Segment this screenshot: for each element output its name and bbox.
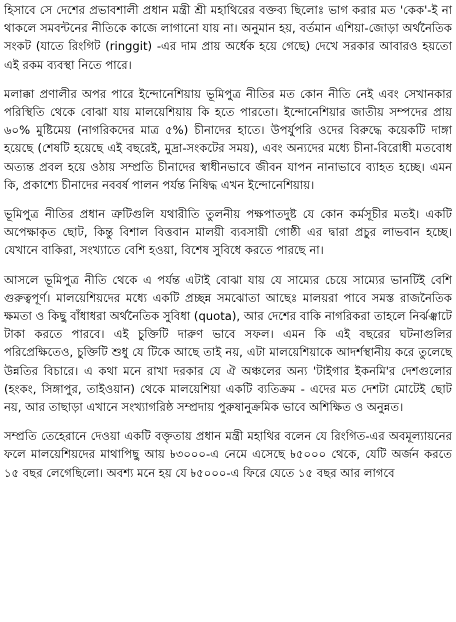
paragraph-4: আসলে ভূমিপুত্র নীতি থেকে এ পর্যন্ত এটাই বোঝা যায় যে সাম্যের চেয়ে সাম্যের ভানটিই বেশি গুরুত্বপূর্ণ। মালয়েশিয়দের মধ্যে একটি প্রচ্ছন্ন সমঝোতা আছেঃ মালয়রা পাবে সমস্ত রাজনৈতিক ক্ষমতা ও কিছু বাঁধাধরা অর্থনৈতিক সুবিধা (quota), আর দেশের বাকি নাগরিকরা তাহলে নির্ঝঞ্ঝাটে টাকা করতে পারবে। এই চুক্তিটি দারুণ ভাবে সফল। এমন কি এই বছরের ঘটনাগুলির পরিপ্রেক্ষিতেও, চুক্তিটি শুধু যে টিকে আছে তাই নয়, এটা মালয়েশিয়াকে আদর্শস্থানীয় করে তুলেছে উন্নতির বিচারে। এ কথা মনে রাখা দরকার যে ঐ অঞ্চলের অন্য 'টাইগার ইকনমি'র দেশগুলোর (হংকং, সিঙ্গাপুর, তাইওয়ান) থেকে মালয়েশিয়া একটি ব্যতিক্রম - এদের মত দেশটা মোটেই ছোট নয়, আর তাছাড়া এখানে সংখ্যাগরিষ্ঠ সম্প্রদায় পুরুষানুক্রমিক ভাবে অশিক্ষিত ও অনুন্নত। (4, 272, 452, 415)
paragraph-5: সম্প্রতি তেহেরানে দেওয়া একটি বক্তৃতায় প্রধান মন্ত্রী মহাথির বলেন যে রিংগিত-এর অবমূল্যায়নের ফলে মালয়েশিয়দের মাথাপিছু আয় ৳৩০০০-এ নেমে এসেছে ৳৫০০০ থেকে, যেটি অর্জন করতে ১৫ বছর লেগেছিলো। অবশ্য মনে হয় যে ৳৫০০০-এ ফিরে যেতে ১৫ বছর আর লাগবে (4, 429, 452, 480)
paragraph-3: ভূমিপুত্র নীতির প্রধান ত্রুটিগুলি যথারীতি তুলনীয় পক্ষপাতদুষ্ট যে কোন কর্মসূচীর মতই। একটি অপেক্ষাকৃত ছোট, কিন্তু বিশাল বিত্তবান মালয়ী ব্যবসায়ী গোষ্ঠী এর দ্বারা প্রচুর লাভবান হচ্ছে। যেখানে বাকিরা, সংখ্যাতে বেশি হওয়া, বিশেষ সুবিধে করতে পারছে না। (4, 207, 452, 258)
paragraph-2: মলাক্কা প্রণালীর অপর পারে ইন্দোনেশিয়ায় ভূমিপুত্র নীতির মত কোন নীতি নেই এবং সেখানকার পরিস্থিতি থেকে বোঝা যায় মালয়েশিয়ায় কি হতে পারতো। ইন্দোনেশিয়ার জাতীয় সম্পদের প্রায় ৬০% মুষ্টিমেয় (নাগরিকদের মাত্র ৫%) চীনাদের হাতে। উপর্যুপরি ওদের বিরুদ্ধে কয়েকটি দাঙ্গা হয়েছে (শেষটি হয়েছে এই বছরেই, মুদ্রা-সংকটের সময়), এবং অন্যদের মধ্যে চীনা-বিরোধী মতবোধ অত্যন্ত প্রবল হয়ে ওঠায় সম্প্রতি চীনাদের স্বাধীনভাবে জীবন যাপন নানাভাবে ব্যাহত হচ্ছে। এমন কি, প্রকাশ্যে চীনাদের নববর্ষ পালন পর্যন্ত নিষিদ্ধ এখন ইন্দোনেশিয়ায়। (4, 86, 452, 192)
paragraph-1: হিসাবে সে দেশের প্রভাবশালী প্রধান মন্ত্রী শ্রী মহাথিরের বক্তব্য ছিলোঃ ভাগ করার মত 'কেক'-ই না থাকলে সমবন্টনের নীতিকে কাজে লাগানো যায় না। অনুমান হয়, বর্তমান এশিয়া-জোড়া অর্থনৈতিক সংকট (যাতে রিংগিট (ringgit) -এর দাম প্রায় অর্ধেক হয়ে গেছে) দেখে সরকার আবারও হয়তো এই রকম ব্যবস্থা নিতে পারে। (4, 3, 452, 72)
